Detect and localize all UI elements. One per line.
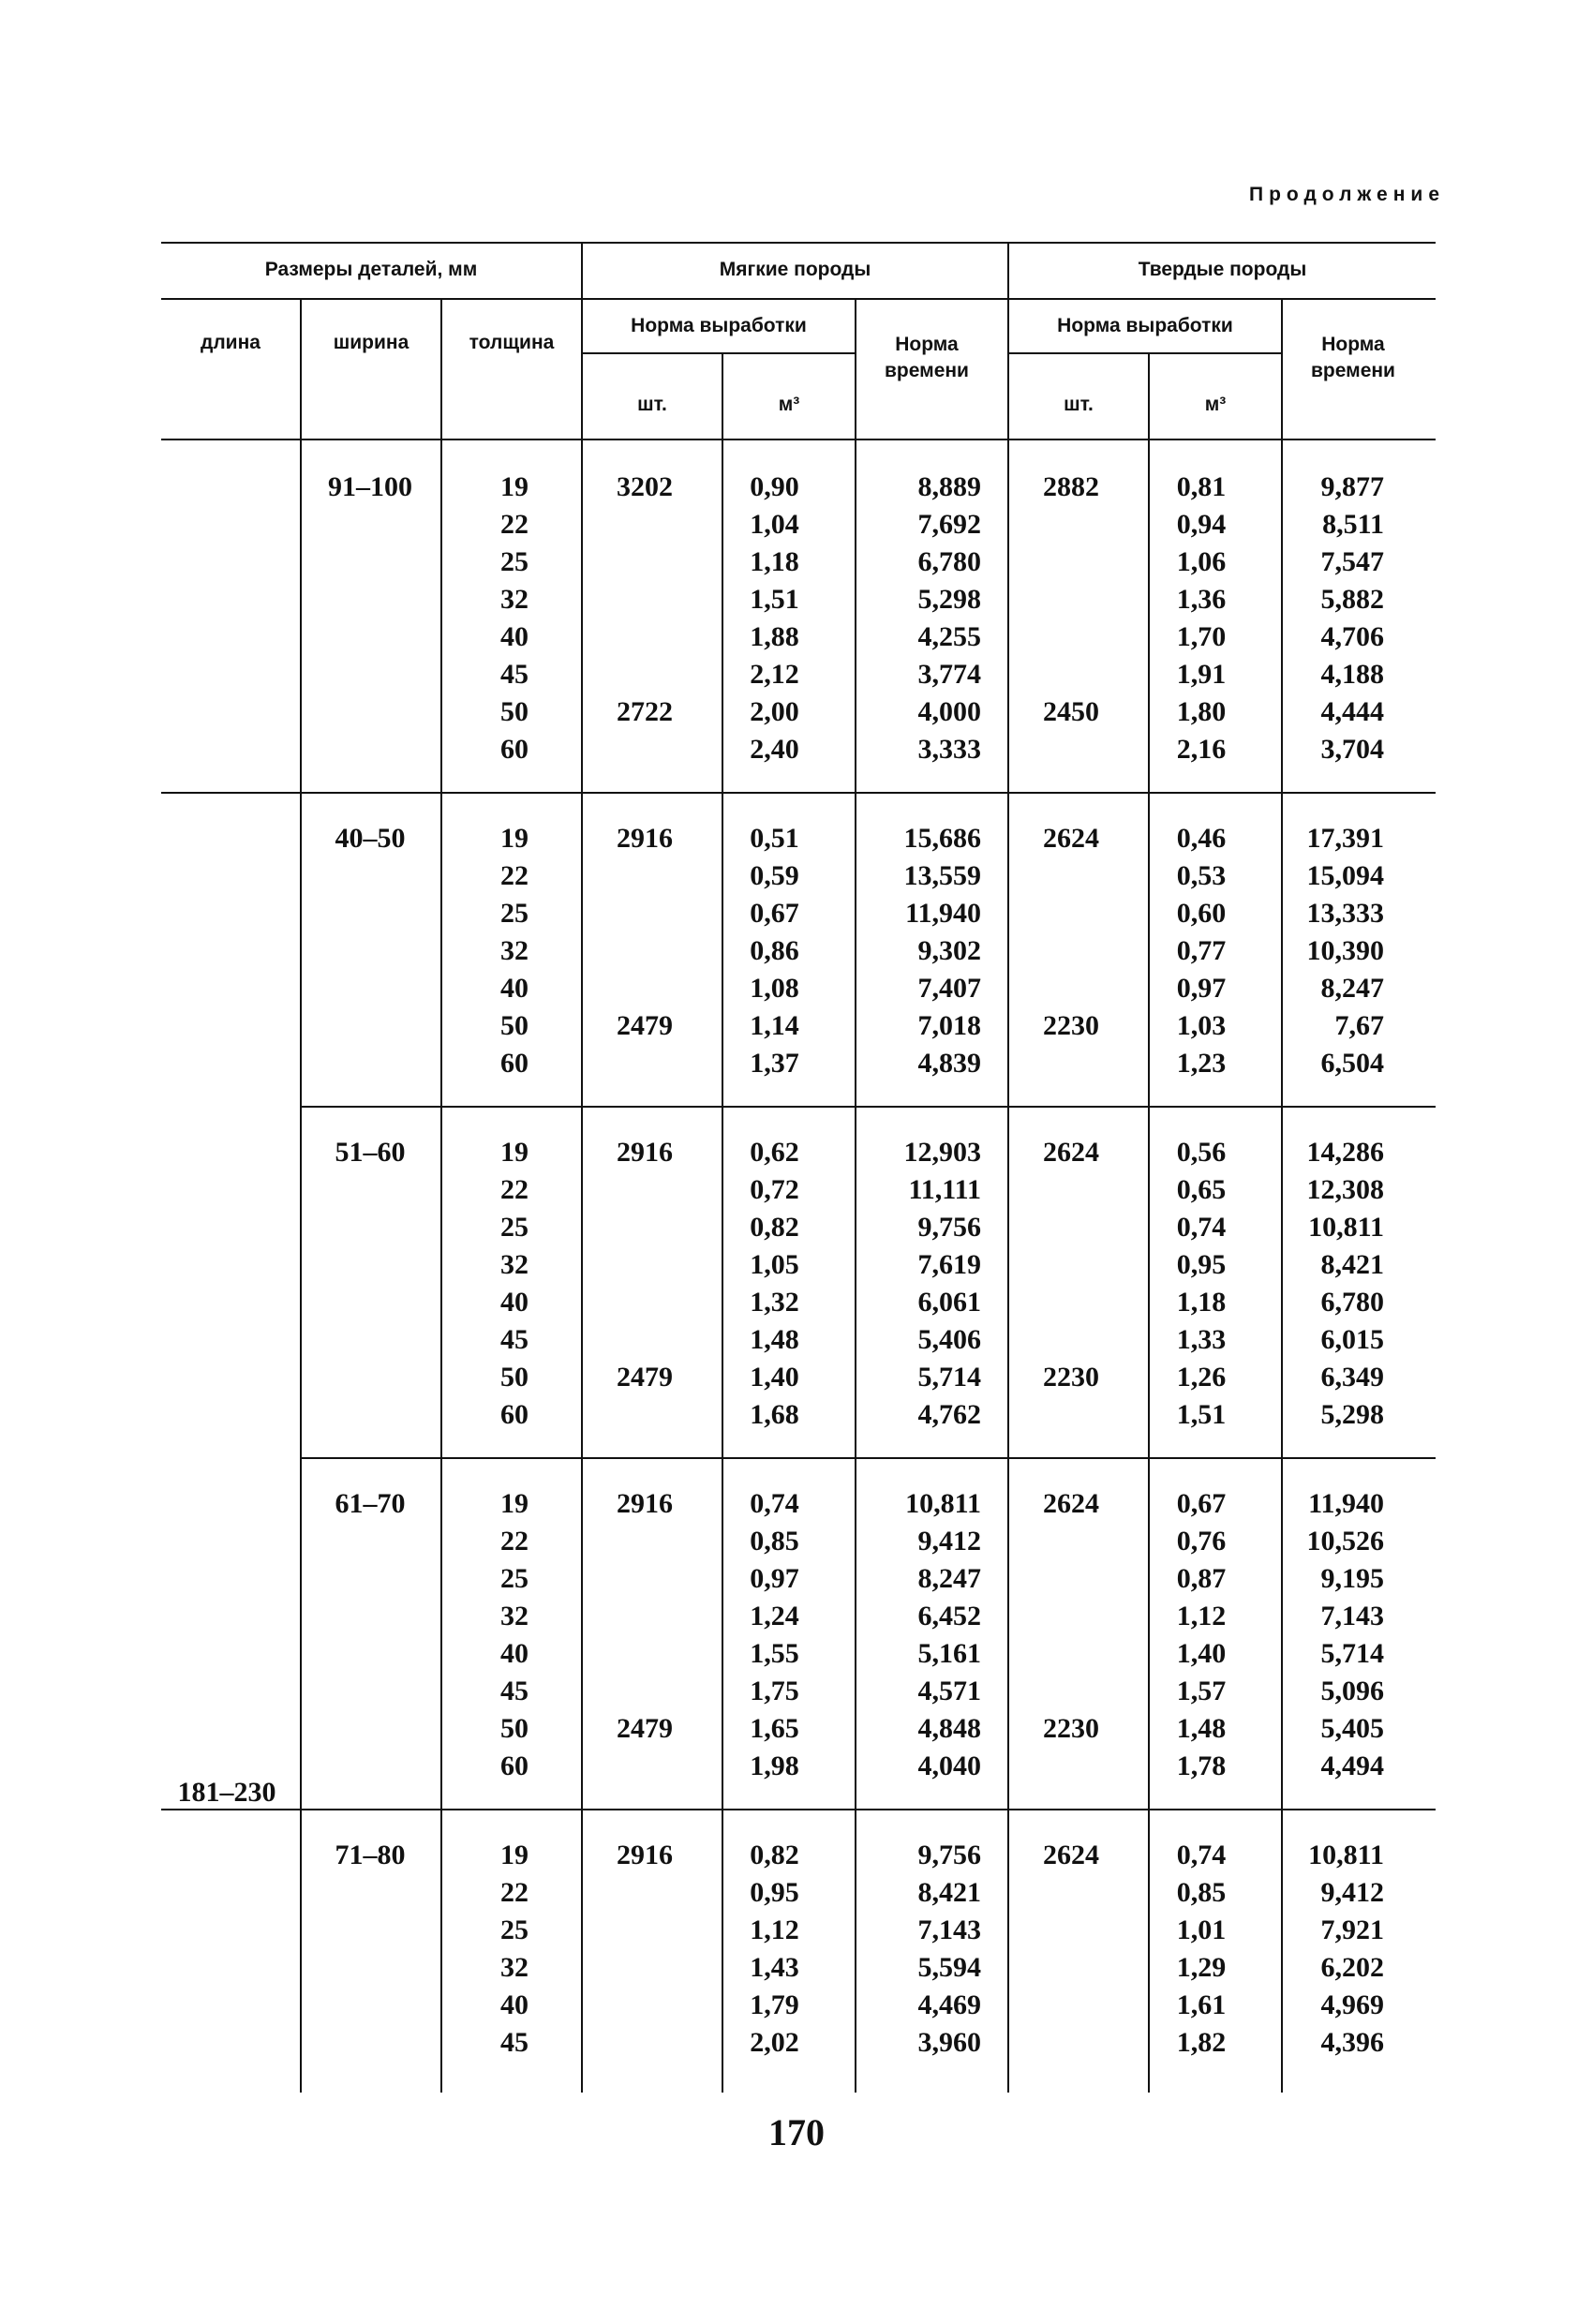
- hard-time-norm-cell: 17,391: [1306, 823, 1384, 854]
- width-range-cell: 61–70: [335, 1488, 406, 1519]
- hard-cubic-cell: 1,06: [1176, 546, 1227, 577]
- soft-time-norm-cell: 13,559: [903, 860, 981, 891]
- thickness-cell: 40: [500, 621, 529, 652]
- soft-time-norm-cell: 3,774: [917, 659, 981, 690]
- hard-cubic-cell: 0,81: [1176, 471, 1227, 502]
- thickness-cell: 19: [500, 1840, 529, 1870]
- soft-cubic-cell: 0,67: [750, 898, 799, 929]
- hard-pieces-cell: 2230: [1043, 1713, 1099, 1744]
- soft-time-norm-cell: 4,848: [917, 1713, 981, 1744]
- hard-time-norm-cell: 7,143: [1320, 1601, 1384, 1631]
- soft-time-norm-cell: 7,143: [917, 1914, 981, 1945]
- thickness-cell: 22: [500, 1526, 529, 1557]
- soft-time-norm-cell: 7,692: [917, 509, 981, 540]
- norms-table: [161, 242, 1436, 2093]
- thickness-cell: 40: [500, 1989, 529, 2020]
- hard-time-norm-cell: 4,969: [1320, 1989, 1384, 2020]
- header-soft-pieces: шт.: [637, 394, 667, 415]
- hard-time-norm-cell: 5,298: [1320, 1399, 1384, 1430]
- body-column-divider: [581, 440, 583, 2093]
- soft-cubic-cell: 1,14: [750, 1010, 799, 1041]
- header-hardwood: Твердые породы: [1138, 259, 1307, 280]
- header-hard-output-norm: Норма выработки: [1057, 315, 1233, 336]
- thickness-cell: 32: [500, 1601, 529, 1631]
- hard-cubic-cell: 1,70: [1176, 621, 1227, 652]
- hard-time-norm-cell: 6,349: [1320, 1362, 1384, 1393]
- hard-cubic-cell: 1,23: [1176, 1048, 1227, 1079]
- hard-time-norm-cell: 8,247: [1320, 973, 1384, 1004]
- thickness-cell: 45: [500, 1324, 529, 1355]
- thickness-cell: 60: [500, 1048, 529, 1079]
- thickness-cell: 45: [500, 2027, 529, 2058]
- hard-time-norm-cell: 10,811: [1308, 1840, 1384, 1870]
- soft-time-norm-cell: 4,571: [917, 1676, 981, 1706]
- body-column-divider: [722, 440, 723, 2093]
- soft-time-norm-cell: 12,903: [903, 1137, 981, 1168]
- soft-cubic-cell: 0,85: [750, 1526, 799, 1557]
- hard-pieces-cell: 2882: [1043, 471, 1099, 502]
- soft-time-norm-cell: 4,762: [917, 1399, 981, 1430]
- hard-time-norm-cell: 11,940: [1308, 1488, 1384, 1519]
- hard-cubic-cell: 1,26: [1176, 1362, 1227, 1393]
- soft-time-norm-cell: 8,421: [917, 1877, 981, 1908]
- thickness-cell: 32: [500, 1249, 529, 1280]
- soft-cubic-cell: 0,51: [750, 823, 799, 854]
- header-group-rule: [161, 298, 1436, 300]
- header-thickness: толщина: [469, 332, 555, 353]
- soft-cubic-cell: 0,82: [750, 1840, 799, 1870]
- soft-time-norm-cell: 9,756: [917, 1840, 981, 1870]
- thickness-cell: 25: [500, 898, 529, 929]
- soft-cubic-cell: 1,12: [750, 1914, 799, 1945]
- hard-pieces-cell: 2230: [1043, 1362, 1099, 1393]
- hard-cubic-cell: 1,33: [1176, 1324, 1227, 1355]
- soft-cubic-cell: 0,86: [750, 935, 799, 966]
- hard-cubic-cell: 1,12: [1176, 1601, 1227, 1631]
- soft-cubic-cell: 1,79: [750, 1989, 799, 2020]
- hard-cubic-cell: 1,80: [1176, 696, 1227, 727]
- hard-time-norm-cell: 6,015: [1320, 1324, 1384, 1355]
- header-hard-cubic: м³: [1204, 394, 1227, 415]
- thickness-cell: 22: [500, 860, 529, 891]
- hard-cubic-cell: 1,78: [1176, 1750, 1227, 1781]
- hard-time-norm-cell: 15,094: [1306, 860, 1384, 891]
- hard-pieces-cell: 2230: [1043, 1010, 1099, 1041]
- hard-cubic-cell: 0,46: [1176, 823, 1227, 854]
- thickness-cell: 32: [500, 1952, 529, 1983]
- soft-cubic-cell: 0,95: [750, 1877, 799, 1908]
- soft-time-norm-cell: 5,161: [917, 1638, 981, 1669]
- soft-time-norm-cell: 4,000: [917, 696, 981, 727]
- soft-time-norm-cell: 5,406: [917, 1324, 981, 1355]
- soft-cubic-cell: 1,04: [750, 509, 799, 540]
- thickness-cell: 25: [500, 1563, 529, 1594]
- soft-cubic-cell: 1,98: [750, 1750, 799, 1781]
- hard-time-norm-cell: 12,308: [1306, 1174, 1384, 1205]
- soft-time-norm-cell: 10,811: [905, 1488, 981, 1519]
- soft-pieces-cell: 2916: [617, 1840, 673, 1870]
- soft-cubic-cell: 1,37: [750, 1048, 799, 1079]
- soft-time-norm-cell: 5,714: [917, 1362, 981, 1393]
- soft-pieces-cell: 2916: [617, 1137, 673, 1168]
- continuation-label: Продолжение: [1248, 184, 1445, 205]
- soft-cubic-cell: 2,00: [750, 696, 799, 727]
- soft-cubic-cell: 0,62: [750, 1137, 799, 1168]
- soft-cubic-cell: 1,18: [750, 546, 799, 577]
- soft-time-norm-cell: 7,407: [917, 973, 981, 1004]
- page-number: 170: [768, 2111, 825, 2153]
- hard-cubic-cell: 0,97: [1176, 973, 1227, 1004]
- group-separator-rule: [302, 1457, 1436, 1459]
- thickness-cell: 60: [500, 1750, 529, 1781]
- header-soft-cubic: м³: [778, 394, 800, 415]
- hard-cubic-cell: 0,94: [1176, 509, 1227, 540]
- soft-cubic-cell: 1,43: [750, 1952, 799, 1983]
- soft-time-norm-cell: 5,594: [917, 1952, 981, 1983]
- hard-cubic-cell: 1,82: [1176, 2027, 1227, 2058]
- hard-cubic-cell: 1,48: [1176, 1713, 1227, 1744]
- body-column-divider: [1281, 440, 1283, 2093]
- soft-time-norm-cell: 9,302: [917, 935, 981, 966]
- soft-cubic-cell: 1,55: [750, 1638, 799, 1669]
- header-subgroup-rule-hard: [1009, 352, 1281, 354]
- thickness-cell: 19: [500, 1488, 529, 1519]
- thickness-cell: 50: [500, 1713, 529, 1744]
- thickness-cell: 40: [500, 1638, 529, 1669]
- hard-time-norm-cell: 4,444: [1320, 696, 1384, 727]
- hard-cubic-cell: 2,16: [1176, 734, 1227, 765]
- header-hard-time-norm: Норма времени: [1311, 334, 1395, 381]
- group-separator-rule: [302, 1106, 1436, 1108]
- soft-time-norm-cell: 8,889: [917, 471, 981, 502]
- soft-pieces-cell: 2916: [617, 1488, 673, 1519]
- hard-time-norm-cell: 7,921: [1320, 1914, 1384, 1945]
- soft-cubic-cell: 1,24: [750, 1601, 799, 1631]
- hard-time-norm-cell: 4,494: [1320, 1750, 1384, 1781]
- soft-time-norm-cell: 15,686: [903, 823, 981, 854]
- soft-time-norm-cell: 4,839: [917, 1048, 981, 1079]
- soft-cubic-cell: 1,08: [750, 973, 799, 1004]
- hard-time-norm-cell: 6,780: [1320, 1287, 1384, 1318]
- soft-cubic-cell: 0,82: [750, 1212, 799, 1243]
- hard-cubic-cell: 1,91: [1176, 659, 1227, 690]
- hard-time-norm-cell: 6,202: [1320, 1952, 1384, 1983]
- soft-time-norm-cell: 11,940: [905, 898, 981, 929]
- hard-cubic-cell: 1,61: [1176, 1989, 1227, 2020]
- header-soft-time-norm: Норма времени: [885, 334, 969, 381]
- soft-cubic-cell: 0,97: [750, 1563, 799, 1594]
- soft-cubic-cell: 1,65: [750, 1713, 799, 1744]
- hard-time-norm-cell: 8,421: [1320, 1249, 1384, 1280]
- soft-cubic-cell: 1,75: [750, 1676, 799, 1706]
- hard-pieces-cell: 2624: [1043, 1137, 1099, 1168]
- body-column-divider: [1148, 440, 1150, 2093]
- soft-time-norm-cell: 7,018: [917, 1010, 981, 1041]
- length-value: 181–230: [177, 1777, 276, 1808]
- hard-time-norm-cell: 7,547: [1320, 546, 1384, 577]
- hard-cubic-cell: 0,95: [1176, 1249, 1227, 1280]
- hard-pieces-cell: 2624: [1043, 823, 1099, 854]
- soft-pieces-cell: 3202: [617, 471, 673, 502]
- soft-pieces-cell: 2479: [617, 1362, 673, 1393]
- hard-cubic-cell: 1,03: [1176, 1010, 1227, 1041]
- hard-pieces-cell: 2624: [1043, 1840, 1099, 1870]
- hard-cubic-cell: 0,56: [1176, 1137, 1227, 1168]
- width-range-cell: 91–100: [328, 471, 412, 502]
- hard-time-norm-cell: 8,511: [1322, 509, 1384, 540]
- hard-time-norm-cell: 5,405: [1320, 1713, 1384, 1744]
- hard-time-norm-cell: 10,390: [1306, 935, 1384, 966]
- hard-cubic-cell: 0,74: [1176, 1212, 1227, 1243]
- thickness-cell: 40: [500, 1287, 529, 1318]
- hard-time-norm-cell: 7,67: [1334, 1010, 1384, 1041]
- soft-time-norm-cell: 3,960: [917, 2027, 981, 2058]
- soft-cubic-cell: 1,32: [750, 1287, 799, 1318]
- hard-cubic-cell: 1,29: [1176, 1952, 1227, 1983]
- header-bottom-rule: [161, 439, 1436, 440]
- header-length: длина: [201, 332, 261, 353]
- hard-cubic-cell: 0,87: [1176, 1563, 1227, 1594]
- header-hard-pieces: шт.: [1064, 394, 1094, 415]
- header-dimensions: Размеры деталей, мм: [264, 259, 478, 280]
- width-range-cell: 51–60: [335, 1137, 406, 1168]
- body-column-divider: [440, 440, 442, 2093]
- hard-cubic-cell: 1,51: [1176, 1399, 1227, 1430]
- header-soft-output-norm: Норма выработки: [631, 315, 807, 336]
- hard-cubic-cell: 1,01: [1176, 1914, 1227, 1945]
- thickness-cell: 45: [500, 659, 529, 690]
- soft-cubic-cell: 0,72: [750, 1174, 799, 1205]
- hard-time-norm-cell: 9,877: [1320, 471, 1384, 502]
- thickness-cell: 50: [500, 696, 529, 727]
- soft-cubic-cell: 2,40: [750, 734, 799, 765]
- hard-time-norm-cell: 4,706: [1320, 621, 1384, 652]
- thickness-cell: 60: [500, 1399, 529, 1430]
- body-column-divider: [300, 440, 302, 2093]
- thickness-cell: 19: [500, 471, 529, 502]
- soft-pieces-cell: 2479: [617, 1010, 673, 1041]
- soft-pieces-cell: 2722: [617, 696, 673, 727]
- soft-time-norm-cell: 4,469: [917, 1989, 981, 2020]
- soft-cubic-cell: 1,05: [750, 1249, 799, 1280]
- hard-cubic-cell: 1,18: [1176, 1287, 1227, 1318]
- soft-time-norm-cell: 7,619: [917, 1249, 981, 1280]
- width-range-cell: 40–50: [335, 823, 406, 854]
- hard-pieces-cell: 2450: [1043, 696, 1099, 727]
- thickness-cell: 22: [500, 509, 529, 540]
- soft-time-norm-cell: 4,040: [917, 1750, 981, 1781]
- soft-pieces-cell: 2916: [617, 823, 673, 854]
- hard-time-norm-cell: 10,811: [1308, 1212, 1384, 1243]
- hard-time-norm-cell: 9,195: [1320, 1563, 1384, 1594]
- thickness-cell: 45: [500, 1676, 529, 1706]
- thickness-cell: 60: [500, 734, 529, 765]
- hard-cubic-cell: 1,57: [1176, 1676, 1227, 1706]
- hard-time-norm-cell: 13,333: [1306, 898, 1384, 929]
- soft-time-norm-cell: 5,298: [917, 584, 981, 615]
- thickness-cell: 32: [500, 584, 529, 615]
- soft-time-norm-cell: 6,061: [917, 1287, 981, 1318]
- header-subgroup-rule-soft: [583, 352, 855, 354]
- header-softwood: Мягкие породы: [719, 259, 871, 280]
- hard-cubic-cell: 0,60: [1176, 898, 1227, 929]
- width-range-cell: 71–80: [335, 1840, 406, 1870]
- hard-time-norm-cell: 4,188: [1320, 659, 1384, 690]
- thickness-cell: 22: [500, 1877, 529, 1908]
- hard-time-norm-cell: 4,396: [1320, 2027, 1384, 2058]
- soft-time-norm-cell: 8,247: [917, 1563, 981, 1594]
- soft-cubic-cell: 0,74: [750, 1488, 799, 1519]
- thickness-cell: 22: [500, 1174, 529, 1205]
- soft-time-norm-cell: 11,111: [908, 1174, 981, 1205]
- hard-cubic-cell: 0,76: [1176, 1526, 1227, 1557]
- hard-time-norm-cell: 9,412: [1320, 1877, 1384, 1908]
- thickness-cell: 25: [500, 1914, 529, 1945]
- soft-cubic-cell: 1,40: [750, 1362, 799, 1393]
- soft-time-norm-cell: 9,412: [917, 1526, 981, 1557]
- header-width: ширина: [333, 332, 409, 353]
- thickness-cell: 19: [500, 1137, 529, 1168]
- soft-time-norm-cell: 6,452: [917, 1601, 981, 1631]
- soft-time-norm-cell: 6,780: [917, 546, 981, 577]
- length-rule: [161, 1809, 302, 1810]
- body-column-divider: [855, 440, 856, 2093]
- hard-time-norm-cell: 14,286: [1306, 1137, 1384, 1168]
- hard-time-norm-cell: 5,096: [1320, 1676, 1384, 1706]
- soft-cubic-cell: 2,02: [750, 2027, 799, 2058]
- soft-cubic-cell: 1,88: [750, 621, 799, 652]
- soft-time-norm-cell: 3,333: [917, 734, 981, 765]
- thickness-cell: 19: [500, 823, 529, 854]
- soft-cubic-cell: 1,51: [750, 584, 799, 615]
- hard-cubic-cell: 0,85: [1176, 1877, 1227, 1908]
- soft-cubic-cell: 2,12: [750, 659, 799, 690]
- thickness-cell: 25: [500, 1212, 529, 1243]
- hard-time-norm-cell: 10,526: [1306, 1526, 1384, 1557]
- thickness-cell: 25: [500, 546, 529, 577]
- body-column-divider: [1007, 440, 1009, 2093]
- thickness-cell: 32: [500, 935, 529, 966]
- hard-cubic-cell: 0,77: [1176, 935, 1227, 966]
- soft-cubic-cell: 1,68: [750, 1399, 799, 1430]
- hard-time-norm-cell: 6,504: [1320, 1048, 1384, 1079]
- hard-cubic-cell: 0,67: [1176, 1488, 1227, 1519]
- hard-time-norm-cell: 5,882: [1320, 584, 1384, 615]
- hard-cubic-cell: 1,36: [1176, 584, 1227, 615]
- hard-pieces-cell: 2624: [1043, 1488, 1099, 1519]
- thickness-cell: 50: [500, 1362, 529, 1393]
- group-separator-rule: [161, 792, 1436, 794]
- soft-time-norm-cell: 4,255: [917, 621, 981, 652]
- hard-time-norm-cell: 3,704: [1320, 734, 1384, 765]
- hard-cubic-cell: 0,65: [1176, 1174, 1227, 1205]
- soft-cubic-cell: 0,90: [750, 471, 799, 502]
- thickness-cell: 40: [500, 973, 529, 1004]
- hard-time-norm-cell: 5,714: [1320, 1638, 1384, 1669]
- hard-cubic-cell: 1,40: [1176, 1638, 1227, 1669]
- group-separator-rule: [302, 1809, 1436, 1810]
- header-top-rule: [161, 242, 1436, 244]
- hard-cubic-cell: 0,74: [1176, 1840, 1227, 1870]
- hard-cubic-cell: 0,53: [1176, 860, 1227, 891]
- soft-cubic-cell: 1,48: [750, 1324, 799, 1355]
- soft-time-norm-cell: 9,756: [917, 1212, 981, 1243]
- soft-cubic-cell: 0,59: [750, 860, 799, 891]
- thickness-cell: 50: [500, 1010, 529, 1041]
- soft-pieces-cell: 2479: [617, 1713, 673, 1744]
